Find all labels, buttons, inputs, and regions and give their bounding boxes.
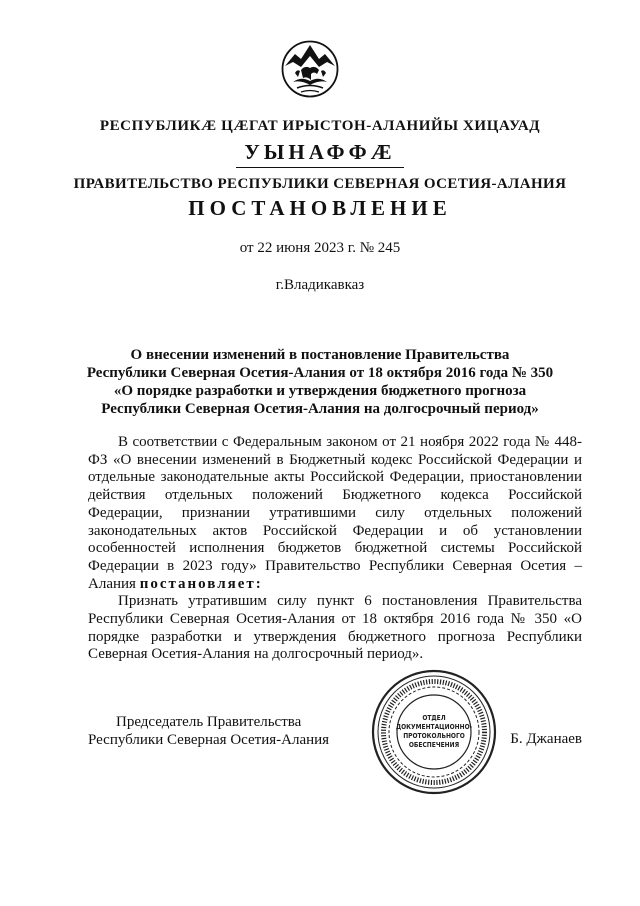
header-russian-line: ПРАВИТЕЛЬСТВО РЕСПУБЛИКИ СЕВЕРНАЯ ОСЕТИЯ-АЛАНИЯ	[73, 176, 567, 192]
preamble-text: В соответствии с Федеральным законом от 21 ноября 2022 года № 448-ФЗ «О внесении изменений в Бюджетный кодекс Российской Федерации и отдельные законодательные акты Российской Федерации, приостановлении действия отдельных положений Бюджетного кодекса Российской Федерации, признании утратившими силу отдельных положений законодательных актов Российской Федерации и об установлении особенностей исполнения бюджетов бюджетной системы Российской Федерации в 2023 году» Правительство Республики Северная Осетия – Алания	[88, 434, 582, 592]
resolution-keyword: постановляет:	[139, 575, 263, 592]
stamp-text-line: ДОКУМЕНТАЦИОННО-	[395, 723, 473, 731]
stamp-text-line: ОБЕСПЕЧЕНИЯ	[408, 741, 460, 749]
stamp-text-line: ПРОТОКОЛЬНОГО	[403, 732, 465, 740]
official-seal	[370, 668, 498, 796]
stamp-text-line: ОТДЕЛ	[422, 714, 446, 722]
signatory-position-line: Председатель Правительства	[116, 714, 302, 730]
signatory-position-line: Республики Северная Осетия-Алания	[88, 732, 330, 748]
title-underline	[236, 167, 404, 168]
body-paragraph	[88, 434, 582, 593]
subject-line: О внесении изменений в постановление Правительства	[130, 347, 510, 363]
document-city: г.Владикавказ	[275, 277, 365, 293]
header-ossetian-line: РЕСПУБЛИКӔ ЦӔГАТ ИРЫСТОН-АЛАНИЙЫ ХИЦАУАД	[99, 118, 541, 134]
signatory-position	[88, 713, 329, 749]
document-date-number: от 22 июня 2023 г. № 245	[239, 240, 401, 256]
coat-of-arms-emblem	[281, 40, 339, 98]
subject-line: Республики Северная Осетия-Алания на долгосрочный период»	[101, 401, 539, 417]
document-body	[88, 434, 582, 664]
signatory-name: Б. Джанаев	[510, 731, 582, 747]
body-paragraph: Признать утратившим силу пункт 6 постановления Правительства Республики Северная Осетия-Алания от 18 октября 2016 года № 350 «О порядке разработки и утверждения бюджетного прогноза Республики Северная Осетия-Алания на долгосрочный период».	[88, 593, 582, 663]
subject-line: Республики Северная Осетия-Алания от 18 октября 2016 года № 350	[86, 365, 554, 381]
subject-line: «О порядке разработки и утверждения бюджетного прогноза	[113, 383, 527, 399]
document-type-ossetian: УЫНАФФӔ	[244, 140, 396, 164]
document-type-russian: ПОСТАНОВЛЕНИЕ	[188, 196, 452, 220]
document-subject	[60, 346, 580, 418]
